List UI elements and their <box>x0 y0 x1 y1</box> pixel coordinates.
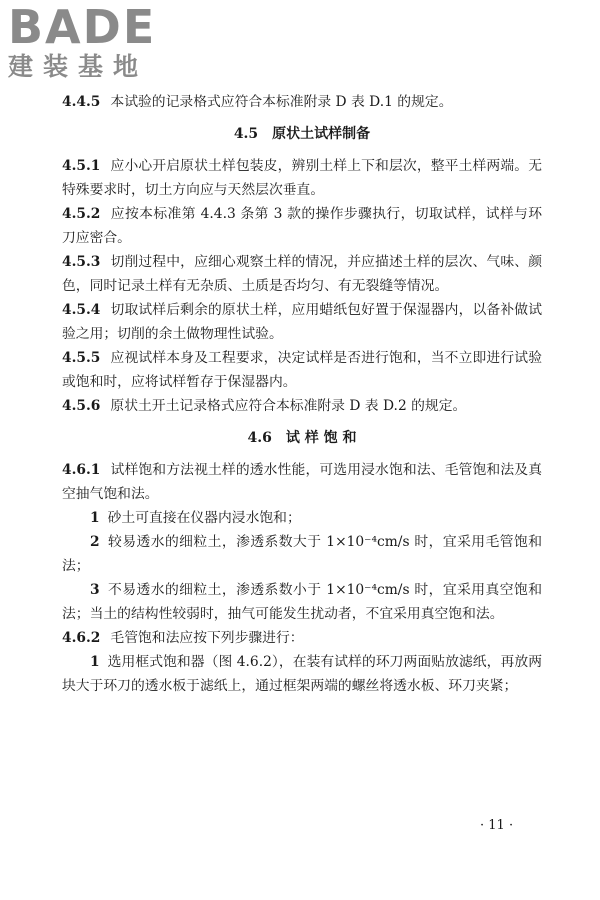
item-text: 选用框式饱和器（图 4.6.2），在装有试样的环刀两面贴放滤纸，再放两块大于环刀的透水板于滤纸上，通过框架两端的螺丝将透水板、环刀夹紧； <box>62 654 542 694</box>
clause-text: 应小心开启原状土样包装皮，辨别土样上下和层次，整平土样两端。无特殊要求时，切土方向应与天然层次垂直。 <box>62 158 542 198</box>
section-title: 试 样 饱 和 <box>285 430 357 446</box>
section-title: 原状土试样制备 <box>272 126 371 142</box>
clause-number: 4.6.1 <box>62 462 101 478</box>
item-number: 1 <box>90 510 100 526</box>
list-item <box>62 650 542 698</box>
list-item <box>62 506 542 530</box>
section-heading-4-6 <box>62 426 542 450</box>
clause-4-5-1 <box>62 154 542 202</box>
clause-text: 原状土开土记录格式应符合本标准附录 D 表 D.2 的规定。 <box>110 398 467 414</box>
section-heading-4-5 <box>62 122 542 146</box>
list-item <box>62 530 542 578</box>
clause-text: 毛管饱和法应按下列步骤进行： <box>110 630 304 646</box>
item-text: 较易透水的细粒土，渗透系数大于 1×10⁻⁴cm/s 时，宜采用毛管饱和法； <box>62 534 542 574</box>
item-number: 3 <box>90 582 100 598</box>
clause-4-5-5 <box>62 346 542 394</box>
section-number: 4.6 <box>247 430 272 446</box>
item-number: 1 <box>90 654 100 670</box>
clause-number: 4.5.2 <box>62 206 101 222</box>
document-body <box>62 90 542 698</box>
list-item <box>62 578 542 626</box>
clause-text: 本试验的记录格式应符合本标准附录 D 表 D.1 的规定。 <box>110 94 453 110</box>
section-number: 4.5 <box>233 126 259 142</box>
clause-number: 4.5.3 <box>62 254 101 270</box>
item-text: 不易透水的细粒土，渗透系数小于 1×10⁻⁴cm/s 时，宜采用真空饱和法；当土的结构性较弱时，抽气可能发生扰动者，不宜采用真空饱和法。 <box>62 582 542 622</box>
clause-text: 切取试样后剩余的原状土样，应用蜡纸包好置于保湿器内，以备补做试验之用；切削的余土做物理性试验。 <box>62 302 542 342</box>
bade-logo <box>8 0 178 90</box>
clause-4-5-6 <box>62 394 542 418</box>
clause-number: 4.5.5 <box>62 350 101 366</box>
page-number: · 11 · <box>480 818 514 833</box>
clause-4-5-2 <box>62 202 542 250</box>
clause-text: 应视试样本身及工程要求，决定试样是否进行饱和，当不立即进行试验或饱和时，应将试样暂存于保湿器内。 <box>62 350 542 390</box>
clause-number: 4.6.2 <box>62 630 101 646</box>
clause-4-5-3 <box>62 250 542 298</box>
clause-4-6-2 <box>62 626 542 650</box>
clause-4-5-4 <box>62 298 542 346</box>
item-text: 砂土可直接在仪器内浸水饱和； <box>107 510 301 526</box>
clause-text: 应按本标准第 4.4.3 条第 3 款的操作步骤执行，切取试样，试样与环刀应密合。 <box>62 206 542 246</box>
clause-text: 切削过程中，应细心观察土样的情况，并应描述土样的层次、气味、颜色，同时记录土样有无杂质、土质是否均匀、有无裂缝等情况。 <box>62 254 542 294</box>
item-number: 2 <box>90 534 100 550</box>
logo-title: BADE <box>8 0 157 54</box>
clause-4-4-5 <box>62 90 542 114</box>
clause-text: 试样饱和方法视土样的透水性能，可选用浸水饱和法、毛管饱和法及真空抽气饱和法。 <box>62 462 542 502</box>
clause-number: 4.5.1 <box>62 158 101 174</box>
clause-number: 4.4.5 <box>62 94 101 110</box>
clause-4-6-1 <box>62 458 542 506</box>
clause-number: 4.5.6 <box>62 398 101 414</box>
clause-number: 4.5.4 <box>62 302 101 318</box>
logo-subtitle: 建装基地 <box>8 52 149 81</box>
